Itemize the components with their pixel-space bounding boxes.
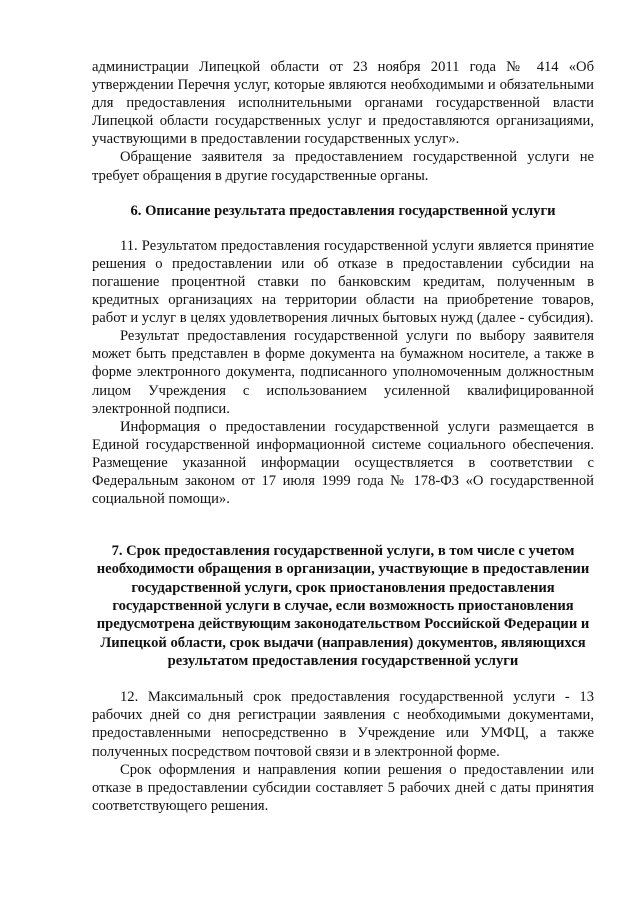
paragraph-no-other-agencies: Обращение заявителя за предоставлением государственной услуги не требует обращения в другие государственные органы. — [92, 149, 594, 184]
paragraph-continued: администрации Липецкой области от 23 ноября 2011 года № 414 «Об утверждении Перечня услуг, которые являются необходимыми и обязательными для предоставления исполнительными органами государственной власти Липецкой области государственных услуг и предоставляются организациями, участвующими в предоставлении государственных услуг». — [92, 59, 594, 148]
section-6-heading: 6. Описание результата предоставления государственной услуги — [130, 202, 556, 219]
paragraph-12-max-term: 12. Максимальный срок предоставления государственной услуги - 13 рабочих дней со дня регистрации заявления с необходимыми документами, предоставленными непосредственно в Учреждение или УМФЦ, а также полученных посредством почтовой связи и в электронной форме. — [92, 689, 594, 760]
section-7-heading: 7. Срок предоставления государственной услуги, в том числе с учетом необходимости обращения в организации, участвующие в предоставлении государственной услуги, срок приостановления предоставления государственной услуги в случае, если возможность приостановления предусмотрена действующим законодательством Российской Федерации и Липецкой области, срок выдачи (направления) документов, являющихся результатом предоставления государственной услуги — [96, 543, 590, 669]
paragraph-result-format: Результат предоставления государственной услуги по выбору заявителя может быть представлен в форме документа на бумажном носителе, а также в форме электронного документа, подписанного уполномоченным должностным лицом Учреждения с использованием усиленной квалифицированной электронной подписи. — [92, 328, 594, 417]
paragraph-information-placement: Информация о предоставлении государственной услуги размещается в Единой государственной информационной системе социального обеспечения. Размещение указанной информации осуществляется в соответствии с Федеральным законом от 17 июля 1999 года № 178-ФЗ «О государственной социальной помощи». — [92, 418, 594, 508]
paragraph-11-result: 11. Результатом предоставления государственной услуги является принятие решения о предоставлении или об отказе в предоставлении субсидии на погашение процентной ставки по банковским кредитам, полученным в кредитных организациях на территории области на приобретение товаров, работ и услуг в целях удовлетворения личных бытовых нужд (далее - субсидия). — [92, 237, 594, 327]
document-page — [92, 58, 594, 815]
paragraph-decision-copy-term: Срок оформления и направления копии решения о предоставлении или отказе в предоставлении субсидии составляет 5 рабочих дней с даты принятия соответствующего решения. — [92, 761, 594, 814]
